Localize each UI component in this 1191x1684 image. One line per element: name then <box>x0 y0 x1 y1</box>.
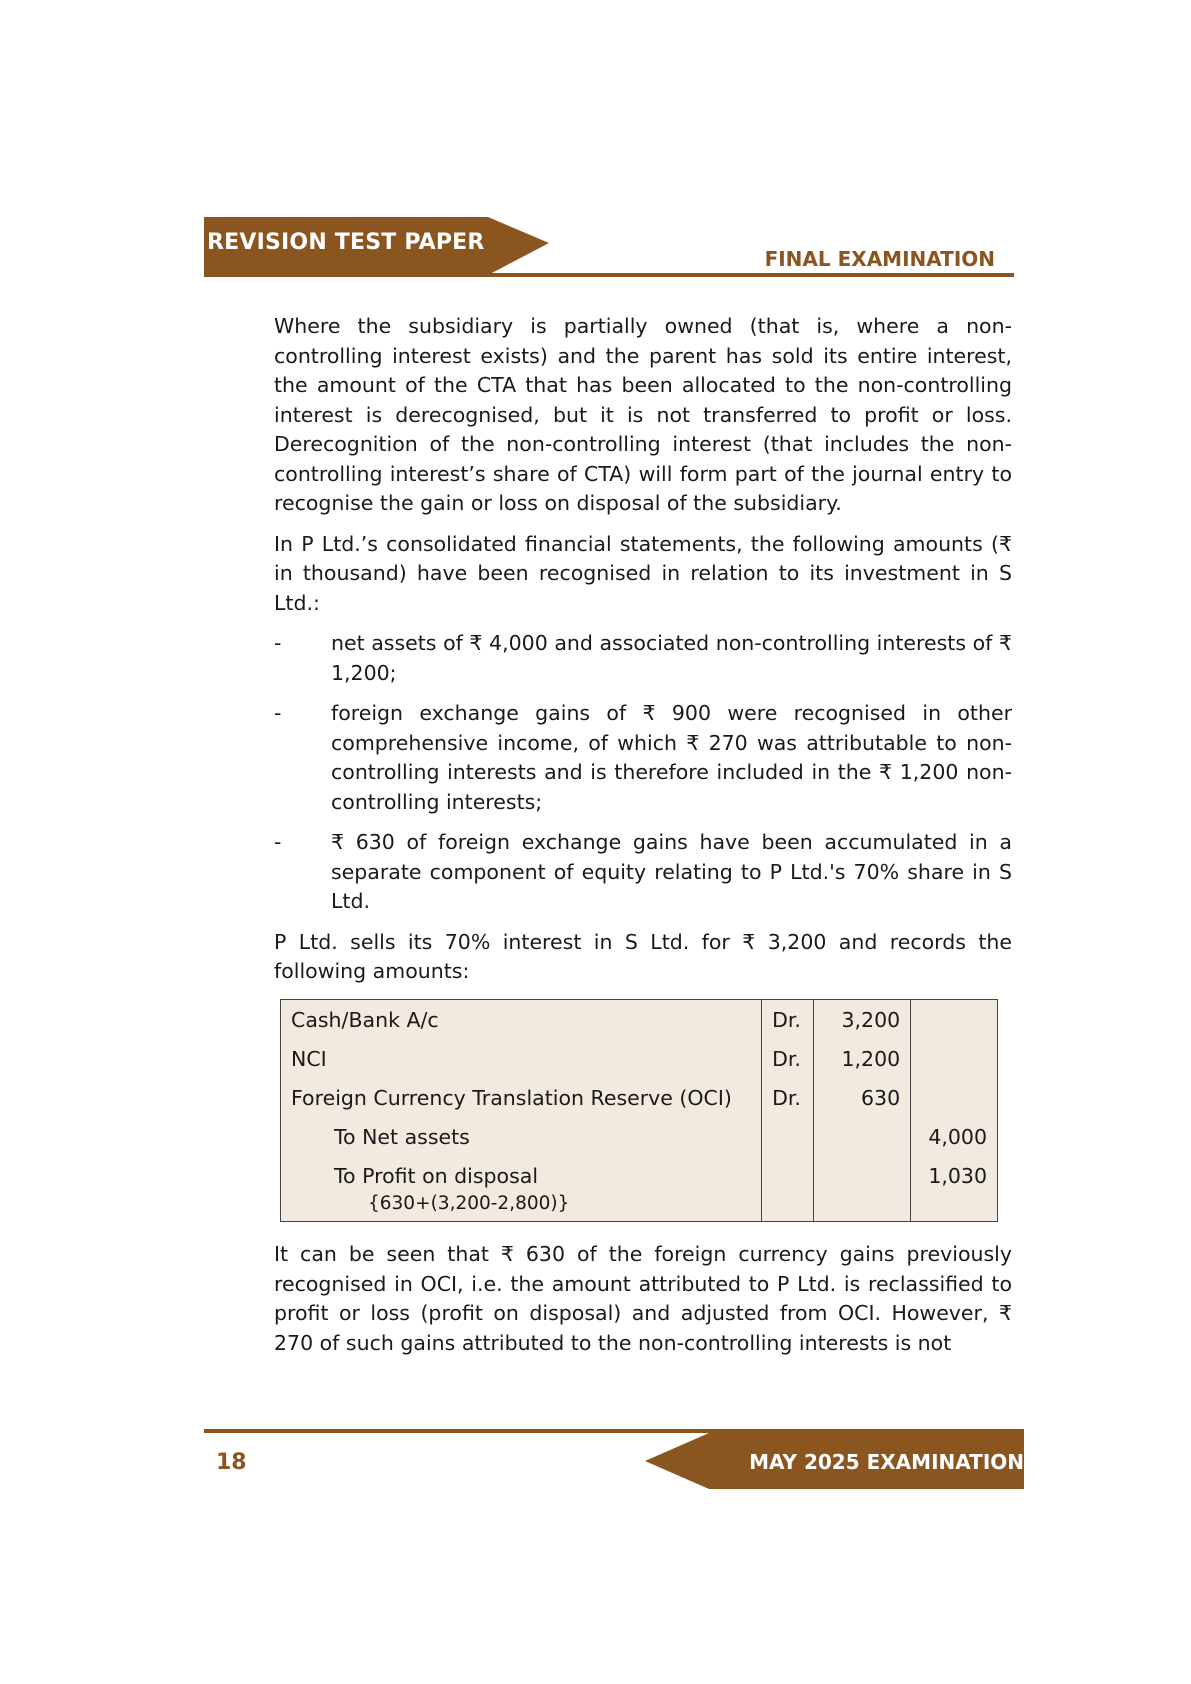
footer-rule <box>204 1429 1024 1433</box>
debit-cell: 630 <box>814 1080 911 1119</box>
account-cell: Cash/Bank A/c <box>281 999 762 1041</box>
table-row <box>281 1119 998 1158</box>
debit-cell: 3,200 <box>814 999 911 1041</box>
credit-cell <box>911 1041 998 1080</box>
debit-cell <box>814 1119 911 1158</box>
account-label: To Net assets <box>334 1124 470 1149</box>
bullet-dash: - <box>274 701 282 725</box>
header-rule <box>204 273 1014 277</box>
footer-exam-label: MAY 2025 EXAMINATION <box>749 1450 1024 1474</box>
dr-cell: Dr. <box>762 1041 814 1080</box>
account-label: To Profit on disposal <box>334 1163 539 1188</box>
paragraph-3: P Ltd. sells its 70% interest in S Ltd. for ₹ 3,200 and records the following amounts: <box>274 929 1012 983</box>
list-item <box>274 828 1012 917</box>
bullet-text: net assets of ₹ 4,000 and associated non-controlling interests of ₹ 1,200; <box>331 631 1012 685</box>
debit-cell <box>814 1158 911 1222</box>
bullet-text: ₹ 630 of foreign exchange gains have been accumulated in a separate component of equity relating to P Ltd.'s 70% share in S Ltd. <box>331 830 1012 913</box>
credit-cell: 4,000 <box>911 1119 998 1158</box>
account-cell <box>281 1119 762 1158</box>
page-body <box>274 312 1012 1369</box>
page-number: 18 <box>216 1450 247 1475</box>
dr-cell <box>762 1158 814 1222</box>
credit-cell <box>911 999 998 1041</box>
dr-cell: Dr. <box>762 999 814 1041</box>
bullet-dash: - <box>274 631 282 655</box>
credit-cell: 1,030 <box>911 1158 998 1222</box>
dr-cell <box>762 1119 814 1158</box>
list-item <box>274 699 1012 817</box>
calculation-note: {630+(3,200-2,800)} <box>368 1193 570 1214</box>
bullet-dash: - <box>274 830 282 854</box>
header-right-title: FINAL EXAMINATION <box>764 247 995 271</box>
dr-cell: Dr. <box>762 1080 814 1119</box>
account-cell: NCI <box>281 1041 762 1080</box>
list-item <box>274 629 1012 688</box>
table-row <box>281 1158 998 1222</box>
account-cell: Foreign Currency Translation Reserve (OCI) <box>281 1080 762 1119</box>
bullet-text: foreign exchange gains of ₹ 900 were recognised in other comprehensive income, of which ₹ 270 was attributable to non-controlling interests and is therefore included in the ₹ 1,200 non-controlling interests; <box>331 701 1012 814</box>
account-cell <box>281 1158 762 1222</box>
debit-cell: 1,200 <box>814 1041 911 1080</box>
paragraph-4: It can be seen that ₹ 630 of the foreign currency gains previously recognised in OCI, i.e. the amount attributed to P Ltd. is reclassified to profit or loss (profit on disposal) and adjusted from OCI. However, ₹ 270 of such gains attributed to the non-controlling interests is not <box>274 1242 1012 1355</box>
paragraph-1: Where the subsidiary is partially owned (that is, where a non-controlling interest exists) and the parent has sold its entire interest, the amount of the CTA that has been allocated to the non-controlling interest is derecognised, but it is not transferred to profit or loss. Derecognition of the non-controlling interest (that includes the non-controlling interest’s share of CTA) will form part of the journal entry to recognise the gain or loss on disposal of the subsidiary. <box>274 314 1012 515</box>
table-row <box>281 999 998 1041</box>
journal-entry-table <box>280 999 998 1223</box>
paragraph-2: In P Ltd.’s consolidated financial statements, the following amounts (₹ in thousand) have been recognised in relation to its investment in S Ltd.: <box>274 531 1012 615</box>
table-row <box>281 1080 998 1119</box>
credit-cell <box>911 1080 998 1119</box>
header-left-title: REVISION TEST PAPER <box>207 230 485 255</box>
table-row <box>281 1041 998 1080</box>
